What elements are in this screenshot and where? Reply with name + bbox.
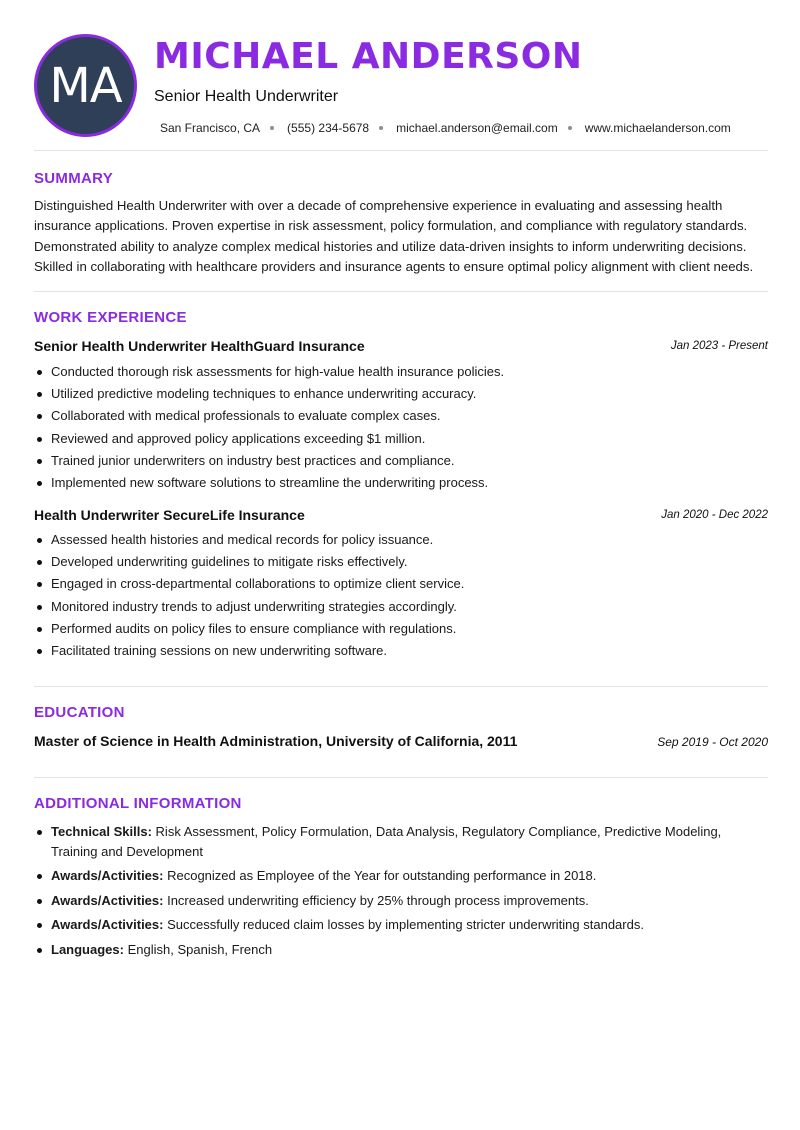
info-text: Increased underwriting efficiency by 25% through process improvements. bbox=[167, 892, 589, 908]
contact-website[interactable] bbox=[585, 121, 731, 135]
divider bbox=[34, 291, 768, 292]
job-title: Health Underwriter SecureLife Insurance bbox=[34, 507, 305, 523]
job-header bbox=[34, 338, 768, 356]
summary-text: Distinguished Health Underwriter with over a decade of comprehensive experience in evaluating and assessing health insurance applications. Proven expertise in risk assessment, policy formulation, and compliance with regulatory standards. Demonstrated ability to analyze complex medical histories and utilize data-driven insights to inform underwriting decisions. Skilled in collaborating with healthcare providers and insurance agents to ensure optimal policy alignment with client needs. bbox=[34, 198, 754, 274]
website-link[interactable]: www.michaelanderson.com bbox=[584, 121, 731, 135]
list-item: Utilized predictive modeling techniques to enhance underwriting accuracy. bbox=[34, 383, 768, 405]
list-item: Performed audits on policy files to ensure compliance with regulations. bbox=[34, 618, 768, 640]
info-text: Recognized as Employee of the Year for outstanding performance in 2018. bbox=[167, 868, 597, 883]
education-degree: Master of Science in Health Administration, University of California, 2011 bbox=[34, 733, 518, 749]
info-label: Languages: bbox=[51, 941, 124, 957]
location-text: San Francisco, CA bbox=[160, 121, 261, 135]
list-item: Engaged in cross-departmental collaborations to optimize client service. bbox=[34, 573, 768, 595]
email-link[interactable]: michael.anderson@email.com bbox=[396, 121, 558, 135]
list-item: Assessed health histories and medical records for policy issuance. bbox=[34, 529, 768, 551]
list-item: Reviewed and approved policy applications exceeding $1 million. bbox=[34, 428, 768, 450]
job-date: Jan 2020 - Dec 2022 bbox=[661, 509, 768, 521]
info-label: Awards/Activities: bbox=[51, 868, 164, 883]
education-entry bbox=[34, 733, 768, 751]
education-heading: EDUCATION bbox=[34, 704, 125, 721]
list-item: Implemented new software solutions to streamline the underwriting process. bbox=[34, 472, 768, 494]
job-header bbox=[34, 507, 768, 525]
contact-phone bbox=[287, 121, 396, 135]
list-item: Conducted thorough risk assessments for high-value health insurance policies. bbox=[34, 361, 768, 383]
additional-info-heading: ADDITIONAL INFORMATION bbox=[34, 795, 242, 812]
contact-email[interactable] bbox=[396, 121, 585, 135]
divider bbox=[34, 777, 768, 778]
job-bullets bbox=[34, 361, 768, 494]
list-item: Collaborated with medical professionals to evaluate complex cases. bbox=[34, 405, 768, 427]
phone-text: (555) 234-5678 bbox=[287, 121, 370, 135]
list-item: Trained junior underwriters on industry best practices and compliance. bbox=[34, 450, 768, 472]
info-label: Awards/Activities: bbox=[51, 892, 164, 908]
summary-heading: SUMMARY bbox=[34, 170, 114, 187]
list-item: Facilitated training sessions on new underwriting software. bbox=[34, 640, 768, 662]
candidate-name: MICHAEL ANDERSON bbox=[154, 36, 583, 77]
resume-header bbox=[34, 34, 768, 140]
separator-dot-icon bbox=[568, 126, 572, 130]
job-bullets bbox=[34, 529, 768, 662]
info-label: Awards/Activities: bbox=[51, 917, 164, 932]
separator-dot-icon bbox=[379, 126, 383, 130]
job-date: Jan 2023 - Present bbox=[670, 340, 768, 352]
list-item: Developed underwriting guidelines to mitigate risks effectively. bbox=[34, 551, 768, 573]
candidate-role: Senior Health Underwriter bbox=[154, 88, 339, 105]
info-text: English, Spanish, French bbox=[127, 941, 273, 957]
list-item: Monitored industry trends to adjust underwriting strategies accordingly. bbox=[34, 596, 768, 618]
contact-location bbox=[160, 121, 287, 135]
work-experience-heading: WORK EXPERIENCE bbox=[34, 309, 187, 326]
divider bbox=[34, 686, 768, 687]
list-item bbox=[34, 891, 768, 911]
avatar bbox=[34, 34, 137, 137]
education-date: Sep 2019 - Oct 2020 bbox=[657, 735, 768, 749]
info-text: Successfully reduced claim losses by implementing stricter underwriting standards. bbox=[167, 917, 644, 932]
separator-dot-icon bbox=[270, 126, 274, 130]
contact-bar bbox=[160, 121, 731, 135]
divider bbox=[34, 150, 768, 151]
additional-info-list bbox=[34, 822, 768, 964]
job-title: Senior Health Underwriter HealthGuard Insurance bbox=[34, 338, 365, 354]
info-text: Risk Assessment, Policy Formulation, Data Analysis, Regulatory Compliance, Predictive Modeling, Training and Development bbox=[51, 824, 722, 859]
avatar-initials: MA bbox=[49, 57, 122, 114]
list-item bbox=[34, 915, 768, 935]
list-item bbox=[34, 940, 768, 960]
list-item bbox=[34, 866, 768, 886]
info-label: Technical Skills: bbox=[51, 824, 152, 839]
list-item bbox=[34, 822, 768, 861]
